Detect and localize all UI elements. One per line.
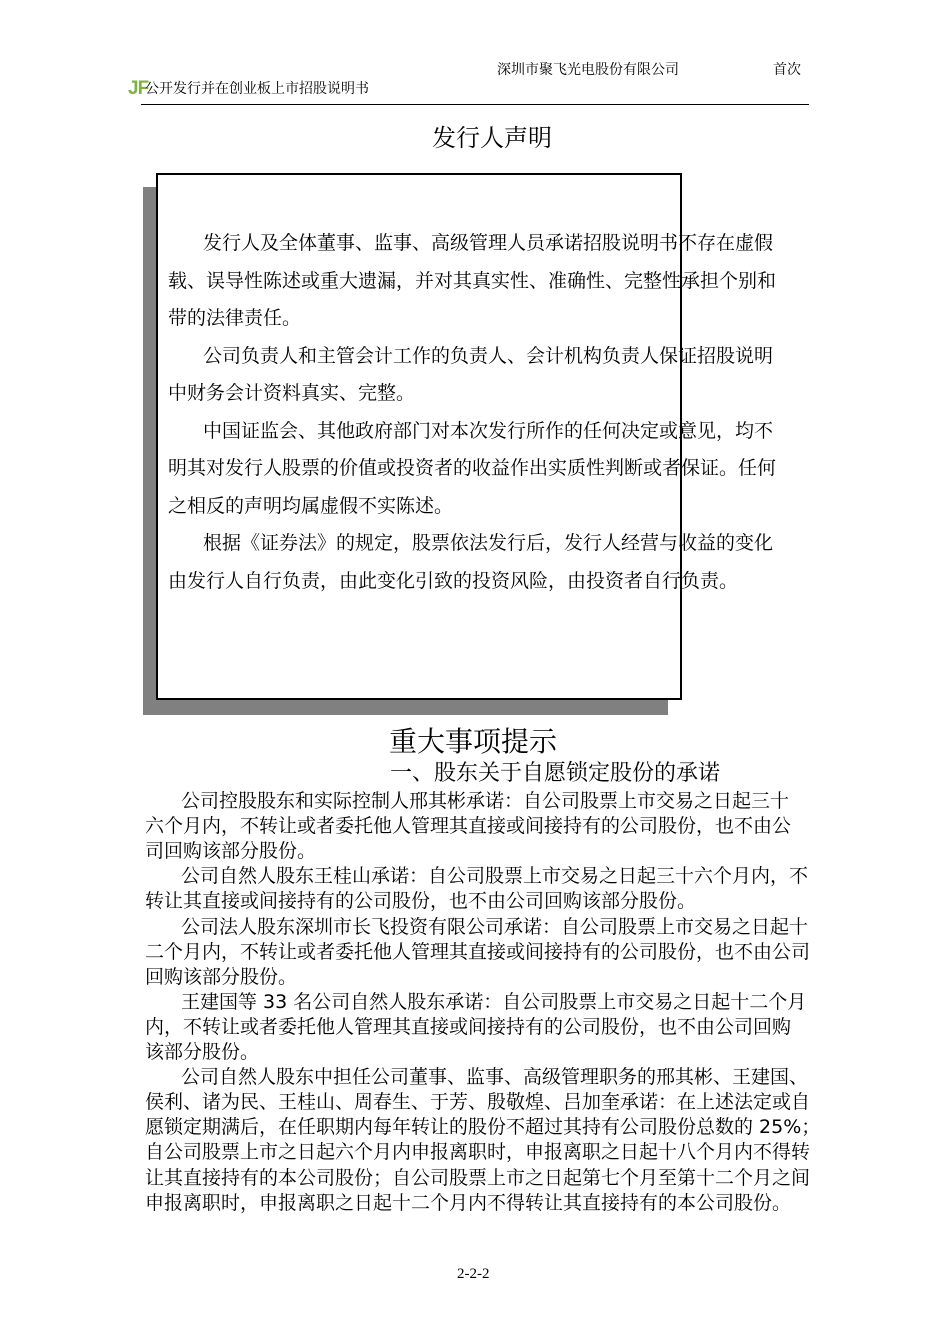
declaration-line: 发行人及全体董事、监事、高级管理人员承诺招股说明书不存在虚假: [203, 232, 774, 254]
body-line: 司回购该部分股份。: [145, 840, 317, 863]
declaration-line: 明其对发行人股票的价值或投资者的收益作出实质性判断或者保证。任何: [168, 457, 777, 479]
section-heading: 一、股东关于自愿锁定股份的承诺: [390, 761, 721, 786]
body-line: 自公司股票上市之日起六个月内申报离职时，申报离职之日起十八个月内不得转: [145, 1141, 811, 1164]
declaration-title: 发行人声明: [432, 124, 552, 152]
body-line: 公司自然人股东中担任公司董事、监事、高级管理职务的邢其彬、王建国、: [181, 1066, 809, 1089]
declaration-line: 带的法律责任。: [168, 307, 302, 329]
declaration-line: 载、误导性陈述或重大遗漏，并对其真实性、准确性、完整性承担个别和: [168, 269, 777, 292]
body-line: 王建国等 33 名公司自然人股东承诺：自公司股票上市交易之日起十二个月: [181, 990, 807, 1013]
declaration-line: 中财务会计资料真实、完整。: [168, 382, 416, 404]
header-company: 深圳市聚飞光电股份有限公司: [497, 62, 679, 78]
header-doc-title: 公开发行并在创业板上市招股说明书: [145, 81, 369, 97]
declaration-line: 根据《证券法》的规定，股票依法发行后，发行人经营与收益的变化: [203, 532, 774, 554]
declaration-line: 公司负责人和主管会计工作的负责人、会计机构负责人保证招股说明: [203, 344, 774, 367]
body-line: 二个月内，不转让或者委托他人管理其直接或间接持有的公司股份，也不由公司: [145, 940, 811, 963]
header-first: 首次: [773, 62, 801, 78]
header-rule: [141, 104, 809, 105]
body-line: 六个月内，不转让或者委托他人管理其直接或间接持有的公司股份，也不由公: [145, 815, 792, 838]
body-line: 申报离职时，申报离职之日起十二个月内不得转让其直接持有的本公司股份。: [145, 1191, 792, 1214]
body-line: 回购该部分股份。: [145, 965, 298, 988]
body-line: 公司法人股东深圳市长飞投资有限公司承诺：自公司股票上市交易之日起十: [181, 915, 809, 938]
page-number: 2-2-2: [457, 1266, 490, 1282]
body-line: 愿锁定期满后，在任职期内每年转让的股份不超过其持有公司股份总数的 25%；: [145, 1116, 821, 1139]
company-logo: JF: [128, 78, 149, 99]
declaration-line: 之相反的声明均属虚假不实陈述。: [168, 494, 454, 517]
declaration-line: 由发行人自行负责，由此变化引致的投资风险，由投资者自行负责。: [168, 569, 739, 592]
body-line: 公司自然人股东王桂山承诺：自公司股票上市交易之日起三十六个月内，不: [181, 865, 809, 888]
body-line: 让其直接持有的本公司股份；自公司股票上市之日起第七个月至第十二个月之间: [145, 1166, 811, 1189]
declaration-line: 中国证监会、其他政府部门对本次发行所作的任何决定或意见，均不: [203, 419, 774, 442]
major-title: 重大事项提示: [389, 725, 558, 758]
body-line: 内，不转让或者委托他人管理其直接或间接持有的公司股份，也不由公司回购: [145, 1015, 792, 1038]
body-line: 侯利、诸为民、王桂山、周春生、于芳、殷敬煌、吕加奎承诺：在上述法定或自: [145, 1091, 811, 1114]
body-line: 该部分股份。: [145, 1041, 260, 1063]
body-line: 公司控股股东和实际控制人邢其彬承诺：自公司股票上市交易之日起三十: [181, 790, 790, 812]
body-line: 转让其直接或间接持有的公司股份，也不由公司回购该部分股份。: [145, 890, 697, 913]
